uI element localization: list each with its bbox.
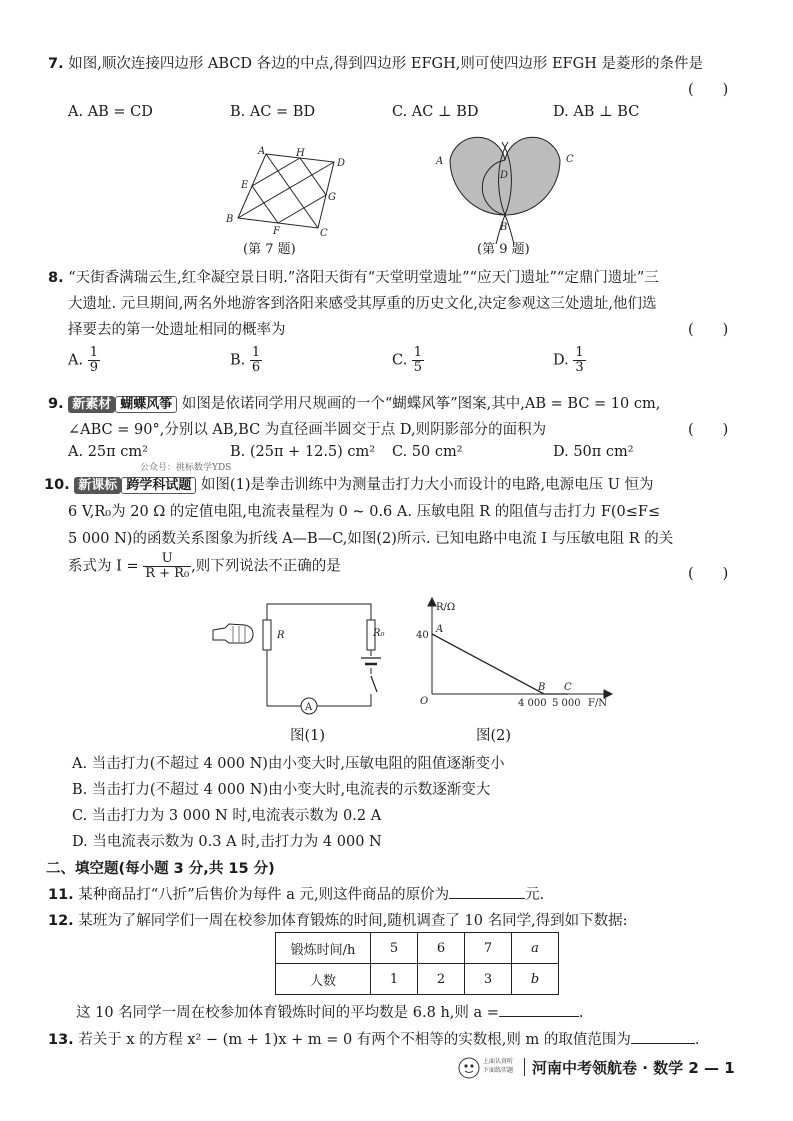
q10-line3: 5 000 N)的函数关系图象为折线 A—B—C,如图(2)所示. 已知电路中电流 I 与压敏电阻 R 的关 [68,531,674,547]
graph-ylabel: R/Ω [436,602,456,613]
q12-number: 12. [48,913,74,929]
q10-formula-frac [143,552,191,581]
q9-line2: ∠ABC = 90°,分别以 AB,BC 为直径画半圆交于点 D,则阴影部分的面积为 [68,422,547,438]
q8-option-d [553,346,586,375]
q10-line4 [68,552,341,581]
q9-number: 9. [48,396,64,412]
graph-x4000: 4 000 [518,698,547,709]
q10-answer-paren: ( ) [688,566,729,582]
graph-point-c: C [564,682,572,693]
q13-blank[interactable] [631,1031,695,1044]
fig7-label-h: H [296,148,305,159]
frac-denominator: 9 [89,360,98,375]
q10-formula-post: ,则下列说法不正确的是 [191,558,341,575]
q8-option-d-frac [573,346,585,375]
q8-answer-paren: ( ) [688,322,729,338]
q11-text: 某种商品打“八折”后售价为每件 a 元,则这件商品的原价为 [78,887,450,903]
fig1-label-r: R [277,630,285,641]
q8-line1 [48,266,659,287]
q9-tag-new-material: 新素材 [68,396,115,413]
q8-line2: 大遗址. 元旦期间,两名外地游客到洛阳来感受其厚重的历史文化,决定参观这三处遗址,他们选 [68,296,657,312]
graph-line-abc [432,634,568,694]
frac-numerator: 1 [575,345,584,360]
q11-blank[interactable] [449,886,525,899]
q10-option-d: D. 当电流表示数为 0.3 A 时,击打力为 4 000 N [72,834,382,850]
fig7-label-a: A [258,146,266,157]
fig9-label-d: D [500,170,509,181]
table-cell: 锻炼时间/h [276,933,371,964]
table-cell: a [512,933,559,964]
table-cell: 5 [371,933,418,964]
q12-question-text: 这 10 名同学一周在校参加体育锻炼时间的平均数是 6.8 h,则 a = [76,1005,499,1021]
frac-numerator: U [143,552,191,567]
q9-text1: 如图是依诺同学用尺规画的一个“蝴蝶风筝”图案,其中,AB = BC = 10 cm, [181,396,661,412]
q7-figure-caption: (第 7 题) [243,242,296,257]
q8-option-c [392,346,424,375]
fig7-label-c: C [320,228,328,239]
table-cell: 2 [418,964,465,995]
logo-icon [458,1057,480,1079]
q11-number: 11. [48,887,74,903]
q12-question [76,1001,584,1022]
q9-option-a: A. 25π cm² [68,444,148,460]
fig9-label-c: C [566,154,574,165]
q10-graph-figure [412,592,616,714]
q7-option-c: C. AC ⊥ BD [392,104,479,120]
q8-option-a [68,346,100,375]
q12-line [48,909,628,930]
q9-option-d: D. 50π cm² [553,444,634,460]
q10-line2: 6 V,R₀为 20 Ω 的定值电阻,电流表量程为 0 ~ 0.6 A. 压敏电阻 R 的阻值与击打力 F(0≤F≤ [68,504,661,520]
resistor-r [263,620,271,650]
logo-text [483,1057,513,1075]
q7-number: 7. [48,56,64,72]
quad-abcd [238,154,334,228]
table-cell: 3 [465,964,512,995]
q13-text: 若关于 x 的方程 x² − (m + 1)x + m = 0 有两个不相等的实数根,则 m 的取值范围为 [78,1032,631,1048]
q10-circuit-figure [205,596,390,724]
q11-post: 元. [525,887,545,903]
q10-fig2-caption: 图(2) [476,728,512,744]
q10-option-b: B. 当击打力(不超过 4 000 N)由小变大时,电流表的示数逐渐变大 [72,782,491,798]
q8-option-b-frac [250,346,262,375]
logo-text-line1: 上面认真听 [483,1058,514,1065]
table-row [276,933,559,964]
q10-fig1-caption: 图(1) [290,728,326,744]
logo-text-line2: 下面练实题 [483,1067,514,1074]
graph-x5000: 5 000 [552,698,581,709]
fig7-label-f: F [273,226,280,237]
q11-line [48,883,544,904]
q7-figure [218,140,358,240]
q8-option-a-label: A. [68,352,84,369]
q10-option-c: C. 当击打力为 3 000 N 时,电流表示数为 0.2 A [72,808,382,824]
q9-figure [430,132,590,244]
frac-numerator: 1 [251,345,261,360]
frac-numerator: 1 [413,345,423,360]
q7-option-d: D. AB ⊥ BC [553,104,640,120]
q10-line1 [44,473,654,494]
q13-post: . [694,1032,700,1048]
q10-option-a: A. 当击打力(不超过 4 000 N)由小变大时,压敏电阻的阻值逐渐变小 [72,756,505,772]
graph-xlabel: F/N [588,698,608,709]
fig7-label-d: D [337,158,346,169]
q10-formula-pre: 系式为 I = [68,558,139,575]
q8-number: 8. [48,270,64,286]
q8-text1: “天街香满瑞云生,红伞凝空景日明.”洛阳天街有“天堂明堂遗址”“应天门遗址”“定鼎门遗址”三 [68,270,659,286]
table-row [276,964,559,995]
q7-option-b: B. AC = BD [230,104,316,120]
q12-text: 某班为了解同学们一周在校参加体育锻炼的时间,随机调查了 10 名同学,得到如下数据: [78,913,628,929]
fist-icon [213,624,253,643]
q10-number: 10. [44,477,70,493]
q8-option-c-label: C. [392,352,408,369]
footer-divider [524,1058,525,1076]
quad-efgh [252,158,326,223]
q8-option-b [230,346,262,375]
section-2-heading: 二、填空题(每小题 3 分,共 15 分) [46,861,275,877]
q9-option-b: B. (25π + 12.5) cm² [230,444,376,460]
frac-denominator: 6 [251,360,261,375]
q10-tag-topic: 跨学科试题 [121,477,196,494]
q9-line1 [48,392,660,413]
graph-y40: 40 [416,630,429,641]
q7-answer-paren: ( ) [688,82,729,98]
q8-option-b-label: B. [230,352,246,369]
table-cell: 1 [371,964,418,995]
table-cell: b [512,964,559,995]
q9-figure-caption: (第 9 题) [477,242,530,257]
q13-line [48,1028,700,1049]
q7-option-a: A. AB = CD [68,104,153,120]
q7-text: 如图,顺次连接四边形 ABCD 各边的中点,得到四边形 EFGH,则可使四边形 EFGH 是菱形的条件是 [68,56,703,72]
q10-tag-new-standard: 新课标 [74,477,121,494]
q8-option-d-label: D. [553,352,569,369]
q8-option-a-frac [88,346,100,375]
q12-data-table [275,932,559,995]
table-cell: 人数 [276,964,371,995]
q10-text1: 如图(1)是拳击训练中为测量击打力大小而设计的电路,电源电压 U 恒为 [200,477,654,493]
frac-numerator: 1 [89,345,98,360]
fig9-label-a: A [436,156,444,167]
q8-option-c-frac [412,346,424,375]
fig1-label-r0: R₀ [373,628,385,639]
ammeter-label: A [305,702,313,713]
table-cell: 7 [465,933,512,964]
graph-point-a: A [436,624,444,635]
q13-number: 13. [48,1032,74,1048]
frac-denominator: 5 [413,360,423,375]
watermark: 公众号：挑标数学YDS [140,463,232,473]
footer [458,1056,768,1080]
frac-denominator: 3 [575,360,584,375]
q12-blank[interactable] [499,1004,579,1017]
q9-answer-paren: ( ) [688,422,729,438]
q7-stem [48,52,703,73]
fig7-label-e: E [241,180,249,191]
q9-tag-topic: 蝴蝶风筝 [115,396,177,413]
q8-line3: 择要去的第一处遗址相同的概率为 [68,322,286,338]
fig7-label-b: B [226,214,234,225]
fig9-label-b: B [500,222,508,233]
graph-point-b: B [538,682,546,693]
graph-origin: O [420,696,429,707]
q12-question-post: . [578,1005,584,1021]
q9-option-c: C. 50 cm² [392,444,463,460]
frac-denominator: R + R₀ [145,566,190,581]
table-cell: 6 [418,933,465,964]
footer-title: 河南中考领航卷 · 数学 2 — 1 [532,1059,735,1077]
fig7-label-g: G [328,192,336,203]
